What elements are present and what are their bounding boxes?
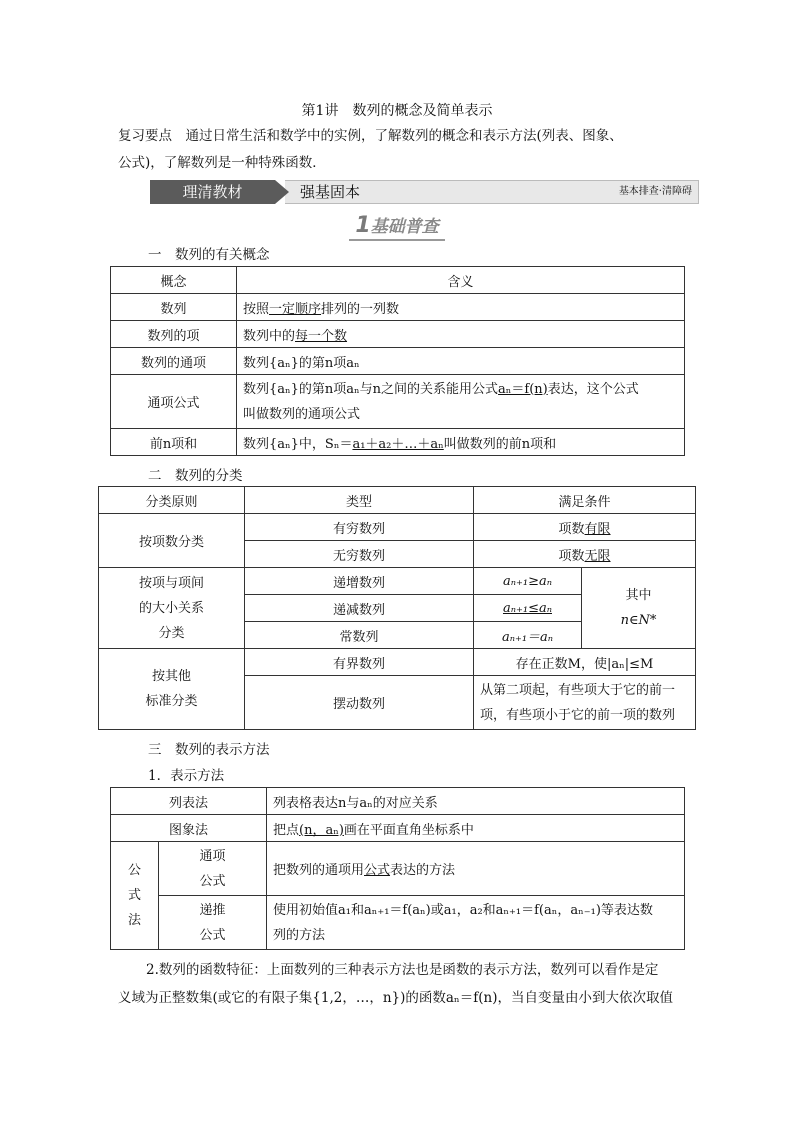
representation-table — [110, 787, 685, 950]
class-type: 有界数列 — [245, 649, 474, 676]
paragraph-2-line-1: 2.数列的函数特征：上面数列的三种表示方法也是函数的表示方法，数列可以看作是定 — [146, 962, 659, 978]
method-desc: 列表格表达n与aₙ的对应关系 — [267, 788, 685, 815]
section-banner — [150, 180, 698, 204]
subheading: 1．表示方法 — [148, 768, 225, 784]
class-condition: aₙ₊₁≤aₙ — [474, 595, 582, 622]
class-type: 递减数列 — [245, 595, 474, 622]
intro-line-2: 公式)，了解数列是一种特殊函数． — [118, 155, 326, 171]
banner-left-label: 理清教材 — [150, 180, 275, 204]
class-condition: 项数有限 — [474, 514, 696, 541]
concept-meaning: 按照一定顺序排列的一列数 — [237, 294, 685, 321]
col-header: 分类原则 — [99, 487, 245, 514]
concept-meaning: 数列{aₙ}中，Sₙ＝a₁＋a₂＋…＋aₙ叫做数列的前n项和 — [237, 429, 685, 456]
method-desc: 把数列的通项用公式表达的方法 — [267, 842, 685, 896]
classification-table — [98, 486, 696, 730]
banner-arrow — [275, 180, 289, 204]
heading-2: 二 数列的分类 — [148, 468, 243, 484]
concept-name: 数列 — [111, 294, 237, 321]
method-name: 图象法 — [111, 815, 267, 842]
class-condition: aₙ₊₁＝aₙ — [474, 622, 582, 649]
class-condition: 从第二项起，有些项大于它的前一 项，有些项小于它的前一项的数列 — [474, 676, 696, 730]
class-type: 无穷数列 — [245, 541, 474, 568]
method-desc: 使用初始值a₁和aₙ₊₁＝f(aₙ)或a₁，a₂和aₙ₊₁＝f(aₙ，aₙ₋₁)等表达数 列的方法 — [267, 896, 685, 950]
page-title: 第1讲 数列的概念及简单表示 — [301, 103, 493, 119]
class-principle: 按项数分类 — [99, 514, 245, 568]
formula-method-label: 公 式 法 — [111, 842, 159, 950]
badge-text: 基础普查 — [370, 217, 439, 237]
banner-mid-label: 强基固本 — [300, 183, 361, 201]
concept-meaning: 数列{aₙ}的第n项aₙ — [237, 348, 685, 375]
heading-3: 三 数列的表示方法 — [148, 742, 270, 758]
class-condition: 项数无限 — [474, 541, 696, 568]
section-badge — [0, 212, 794, 241]
method-subname: 递推 公式 — [159, 896, 267, 950]
method-subname: 通项 公式 — [159, 842, 267, 896]
intro-line-1: 复习要点 通过日常生活和数学中的实例，了解数列的概念和表示方法(列表、图象、 — [118, 128, 623, 144]
class-principle: 按其他 标准分类 — [99, 649, 245, 730]
concept-name: 数列的项 — [111, 321, 237, 348]
method-name: 列表法 — [111, 788, 267, 815]
heading-1: 一 数列的有关概念 — [148, 247, 270, 263]
concept-name: 通项公式 — [111, 375, 237, 429]
badge-number: 1 — [355, 213, 371, 238]
col-header: 类型 — [245, 487, 474, 514]
banner-right-label: 基本排查·清障碍 — [618, 186, 692, 197]
concept-table — [110, 266, 685, 456]
class-principle: 按项与项间 的大小关系 分类 — [99, 568, 245, 649]
paragraph-2-line-2: 义域为正整数集(或它的有限子集{1,2，…，n})的函数aₙ＝f(n)，当自变量由小到大依次取值 — [118, 990, 673, 1006]
col-header: 概念 — [111, 267, 237, 294]
class-condition: aₙ₊₁≥aₙ — [474, 568, 582, 595]
class-type: 递增数列 — [245, 568, 474, 595]
col-header: 含义 — [237, 267, 685, 294]
col-header: 满足条件 — [474, 487, 696, 514]
method-desc: 把点(n，aₙ)画在平面直角坐标系中 — [267, 815, 685, 842]
concept-name: 数列的通项 — [111, 348, 237, 375]
class-type: 有穷数列 — [245, 514, 474, 541]
class-type: 摆动数列 — [245, 676, 474, 730]
class-condition: 存在正数M，使|aₙ|≤M — [474, 649, 696, 676]
class-type: 常数列 — [245, 622, 474, 649]
concept-meaning: 数列{aₙ}的第n项aₙ与n之间的关系能用公式aₙ＝f(n)表达，这个公式 叫做数列的通项公式 — [237, 375, 685, 429]
concept-meaning: 数列中的每一个数 — [237, 321, 685, 348]
class-note: 其中 n∈N* — [582, 568, 696, 649]
concept-name: 前n项和 — [111, 429, 237, 456]
